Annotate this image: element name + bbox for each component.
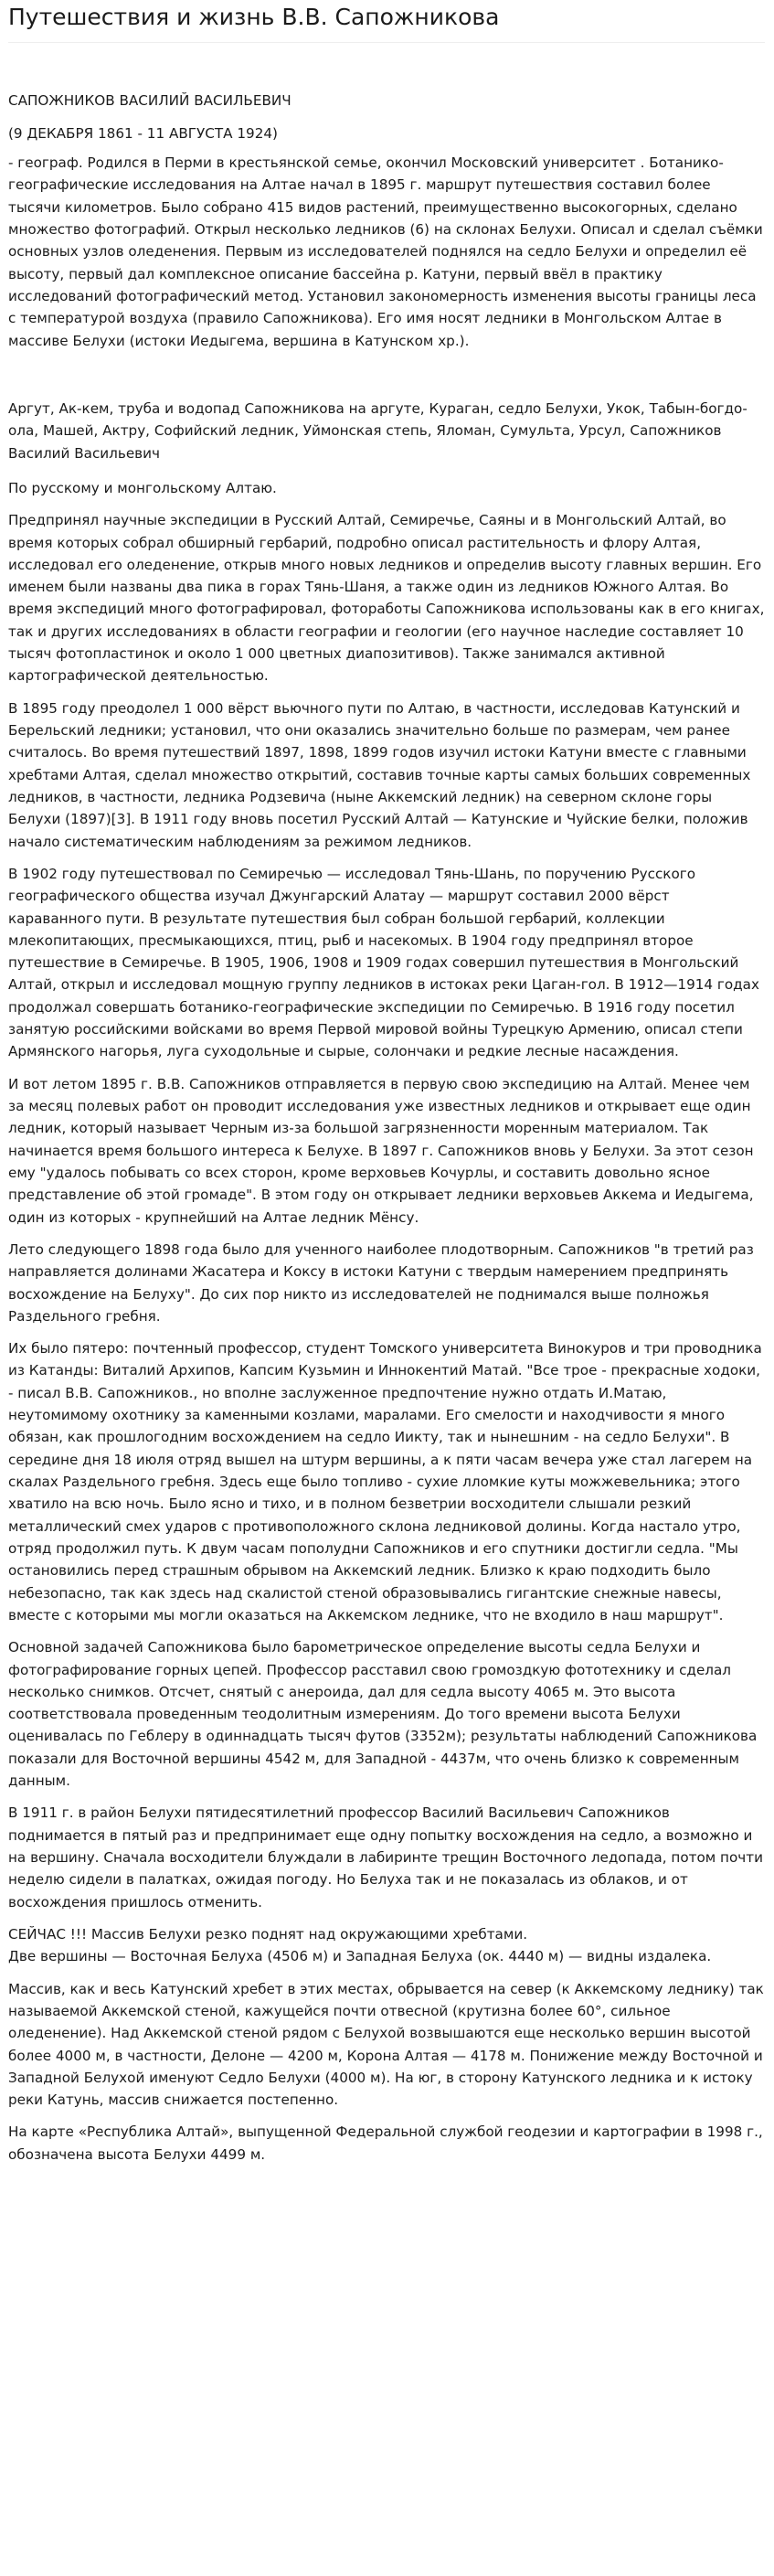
paragraph-massif: Массив, как и весь Катунский хребет в этих местах, обрывается на север (к Аккемскому леднику) так называемой Аккемской стеной, кажущейся почти отвесной (крутизна более 60°, сильное оледенение). Над Аккемской стеной рядом с Белухой возвышаются еще несколько вершин высотой более 4000 м, в частности, Делоне — 4200 м, Корона Алтая — 4178 м. Понижение между Восточной и Западной Белухой именуют Седло Белухи (4000 м). На юг, в сторону Катунского ледника и к истоку реки Катунь, массив снижается постепенно.: [8, 1980, 764, 2109]
paragraph-subheading: По русскому и монгольскому Алтаю.: [8, 479, 277, 496]
paragraph-ascent: Их было пятеро: почтенный профессор, студент Томского университета Винокуров и три проводника из Катанды: Виталий Архипов, Капсим Кузьмин и Иннокентий Матай. "Все трое - прекрасные ходоки, - писал В.В. Сапожников., но вполне заслуженное предпочтение нужно отдать И.Матаю, неутомимому охотнику за каменными козлами, маралами. Его смелости и находчивости я много обязан, как прошлогодним восхождением на седло Иикту, так и нынешним - на седло Белухи". В середине дня 18 июля отряд вышел на штурм вершины, а к пяти часам вечера уже стал лагерем на скалах Раздельного гребня. Здесь еще было топливо - сухие лломкие куты можжевельника; этого хватило на всю ночь. Было ясно и тихо, и в полном безветрии восходители слышали резкий металлический смех ударов с противоположного склона ледниковой долины. Когда настало утро, отряд продолжил путь. К двум часам пополудни Сапожников и его спутники достигли седла. "Мы остановились перед страшным обрывом на Аккемский ледник. Близко к краю подходить было небезопасно, так как здесь над скалистой стеной образовывались гигантские снежные навесы, вместе с которыми мы могли оказаться на Аккемском леднике, что не входило в наш маршрут".: [8, 1340, 762, 1623]
paragraph-1895: В 1895 году преодолел 1 000 вёрст вьючного пути по Алтаю, в частности, исследовав Катунский и Берельский ледники; установил, что они оказались значительно больше по размерам, чем ранее считалось. Во время путешествий 1897, 1898, 1899 годов изучил истоки Катуни вместе с главными хребтами Алтая, сделал множество открытий, составив точные карты самых больших современных ледников, в частности, ледника Родзевича (ныне Аккемский ледник) на северном склоне горы Белухи (1897)[3]. В 1911 году вновь посетил Русский Алтай — Катунские и Чуйские белки, положив начало систематическим наблюдениям за режимом ледников.: [8, 699, 751, 850]
paragraph-1898: Лето следующего 1898 года было для ученного наиболее плодотворным. Сапожников "в третий раз направляется долинами Жасатера и Коксу в истоки Катуни с твердым намерением предпринять восхождение на Белуху". До сих пор никто из исследователей не поднимался выше полножья Раздельного гребня.: [8, 1240, 754, 1325]
paragraph-1902: В 1902 году путешествовал по Семиречью — исследовал Тянь-Шань, по поручению Русского географического общества изучал Джунгарский Алатау — маршрут составил 2000 вёрст караванного пути. В результате путешествия был собран большой гербарий, коллекции млекопитающих, пресмыкающихся, птиц, рыб и насекомых. В 1904 году предпринял второе путешествие в Семиречье. В 1905, 1906, 1908 и 1909 годах совершил путешествия в Монгольский Алтай, открыл и исследовал мощную группу ледников в истоках реки Цаган-гол. В 1912—1914 годах продолжал совершать ботанико-географические экспедиции по Семиречью. В 1916 году посетил занятую российскими войсками во время Первой мировой войны Турецкую Армению, описал степи Армянского нагорья, луга суходольные и сырые, солончаки и редкие лесные насаждения.: [8, 865, 759, 1060]
paragraph-1911: В 1911 г. в район Белухи пятидесятилетний профессор Василий Васильевич Сапожников поднимается в пятый раз и предпринимает еще одну попытку восхождения на седло, а возможно и на вершину. Сначала восходители блуждали в лабиринте трещин Восточного ледопада, потом почти неделю сидели в палатках, ожидая погоду. Но Белуха так и не показалась из облаков, и от восхождения пришлось отменить.: [8, 1804, 763, 1911]
person-name: САПОЖНИКОВ ВАСИЛИЙ ВАСИЛЬЕВИЧ: [8, 91, 292, 109]
paragraph-barometric: Основной задачей Сапожникова было барометрическое определение высоты седла Белухи и фотографирование горных цепей. Профессор расставил свою громоздкую фототехнику и сделал несколько снимков. Отсчет, снятый с анероида, дал для седла высоту 4065 м. Это высота соответствовала проведенным теодолитным измерениям. До того времени высота Белухи оценивалась по Геблеру в одиннадцать тысяч футов (3352м); результаты наблюдений Сапожникова показали для Восточной вершины 4542 м, для Западной - 4437м, что очень близко к современным данным.: [8, 1639, 758, 1790]
paragraph-map: На карте «Республика Алтай», выпущенной Федеральной службой геодезии и картографии в 1998 г., обозначена высота Белухи 4499 м.: [8, 2124, 763, 2163]
paragraph-places-list: Аргут, Ак-кем, труба и водопад Сапожникова на аргуте, Кураган, седло Белухи, Укок, Табын-богдо-ола, Машей, Актру, Софийский ледник, Уймонская степь, Яломан, Сумульта, Урсул, Сапожников Василий Васильевич: [8, 399, 747, 462]
title-divider: [8, 42, 765, 43]
page-title: Путешествия и жизнь В.В. Сапожникова: [8, 4, 500, 30]
paragraph-expeditions: Предпринял научные экспедиции в Русский Алтай, Семиречье, Саяны и в Монгольский Алтай, во время которых собрал обширный гербарий, подробно описал растительность и флору Алтая, исследовал его оледенение, открыв много новых ледников и определив высоту главных вершин. Его именем были названы два пика в горах Тянь-Шаня, а также один из ледников Южного Алтая. Во время экспедиций много фотографировал, фоторaботы Сапожникова использованы как в его книгах, так и других исследованиях в области географии и геологии (его научное наследие составляет 10 тысяч фотопластинок и около 1 000 цветных диапозитивов). Также занимался активной картографической деятельностью.: [8, 512, 765, 685]
paragraph-now: СЕЙЧАС !!! Массив Белухи резко поднят над окружающими хребтами. Две вершины — Восточная Белуха (4506 м) и Западная Белуха (ок. 4440 м) — видны издалека.: [8, 1925, 712, 1965]
paragraph-summer-1895: И вот летом 1895 г. В.В. Сапожников отправляется в первую свою экспедицию на Алтай. Менее чем за месяц полевых работ он проводит исследования уже известных ледников и открывает еще один ледник, который называет Черным из-за большой загрязненности моренным материалом. Так начинается время большого интереса к Белухе. В 1897 г. Сапожников вновь у Белухи. За этот сезон ему "удалось побывать со всех сторон, кроме верховьев Кочурлы, и составить довольно ясное представление об этой громаде". В этом году он открывает ледники верховьев Аккема и Иедыгема, один из которых - крупнейший на Алтае ледник Мёнсу.: [8, 1075, 754, 1226]
life-dates: (9 ДЕКАБРЯ 1861 - 11 АВГУСТА 1924): [8, 124, 278, 142]
paragraph-biography: - географ. Родился в Перми в крестьянской семье, окончил Московский университет . Ботанико-географические исследования на Алтае начал в 1895 г. маршрут путешествия составил более тысячи километров. Было собрано 415 видов растений, преимущественно высокогорных, сделано множество фотографий. Открыл несколько ледников (6) на склонах Белухи. Описал и сделал съёмки основных узлов оледенения. Первым из исследователей поднялся на седло Белухи и определил её высоту, первый дал комплексное описание бассейна р. Катуни, первый ввёл в практику исследований фотографический метод. Установил закономерность изменения высоты границы леса с температурой воздуха (правило Сапожникова). Его имя носят ледники в Монгольском Алтае в массиве Белухи (истоки Иедыгема, вершина в Катунском хр.).: [8, 154, 763, 349]
